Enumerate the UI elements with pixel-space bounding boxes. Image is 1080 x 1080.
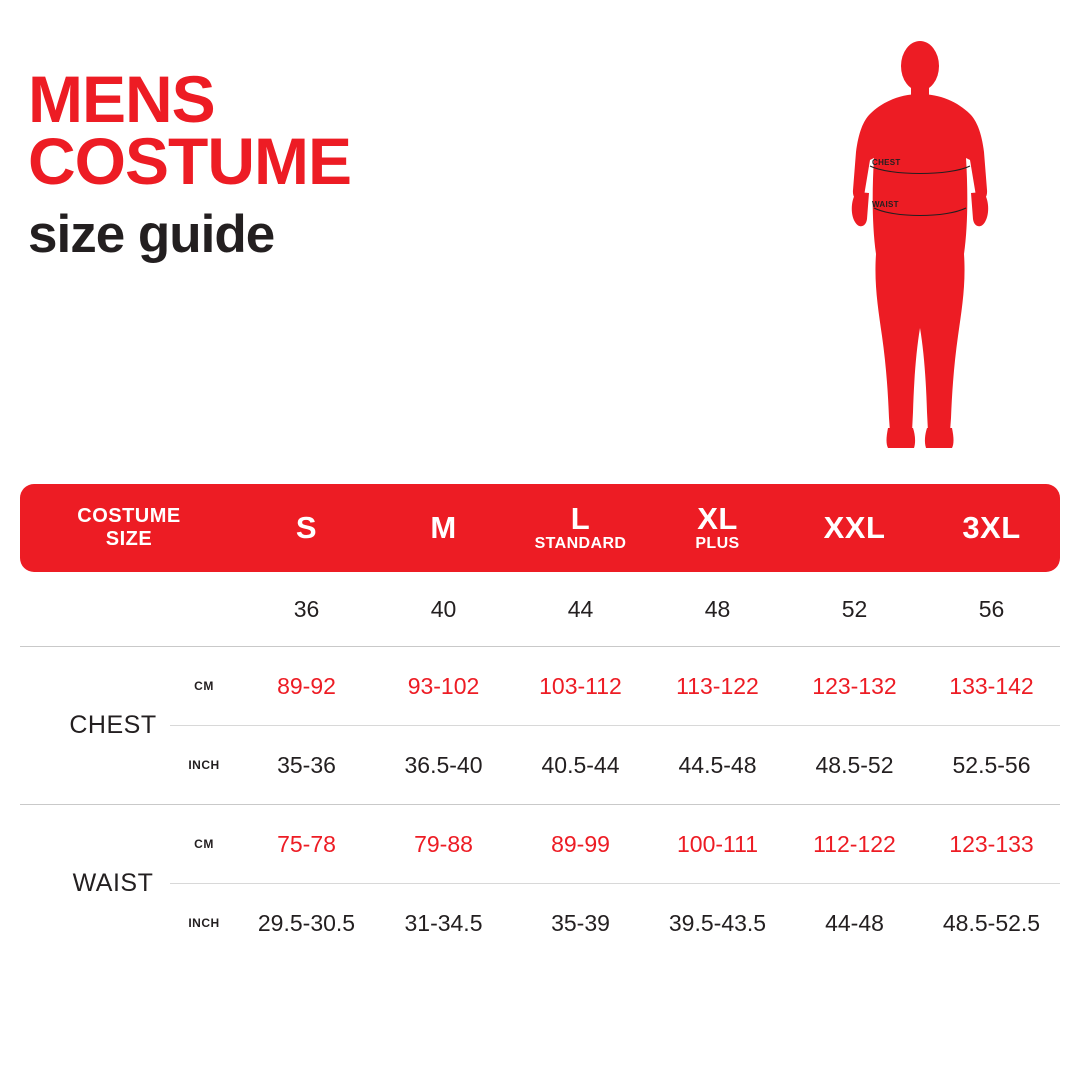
male-silhouette-icon: [820, 40, 1020, 450]
waist-cm-xxl: 112-122: [813, 830, 896, 857]
chest-cm-l: 103-112: [539, 672, 622, 699]
numeric-s: 36: [293, 595, 320, 622]
waist-inch-s: 29.5-30.5: [257, 909, 356, 936]
waist-inch-row: [20, 884, 1060, 962]
waist-inch-l: 35-39: [551, 909, 610, 936]
size-sub-l: STANDARD: [534, 535, 627, 553]
chest-inch-xl: 44.5-48: [678, 751, 757, 778]
chest-inch-s: 35-36: [277, 751, 336, 778]
size-chart: [20, 484, 1060, 962]
page-title: [28, 62, 351, 265]
unit-cm-chest: CM: [194, 679, 214, 693]
header-label-line1: COSTUME: [77, 505, 181, 527]
waist-cm-row: [20, 805, 1060, 883]
title-line-1: MENS: [28, 62, 215, 136]
waist-inch-xxl: 44-48: [825, 909, 884, 936]
waist-cm-xl: 100-111: [677, 830, 758, 857]
unit-inch-chest: INCH: [188, 758, 220, 772]
numeric-xxl: 52: [841, 595, 868, 622]
header-col-3xl: [923, 484, 1060, 572]
unit-inch-waist: INCH: [188, 916, 220, 930]
header: [0, 0, 1080, 470]
numeric-3xl: 56: [978, 595, 1005, 622]
header-costume-size-cell: [20, 484, 238, 572]
title-line-2: COSTUME: [28, 124, 351, 199]
header-col-m: [375, 484, 512, 572]
numeric-size-row: [20, 572, 1060, 646]
chest-cm-xxl: 123-132: [812, 672, 897, 699]
header-label-line2: SIZE: [105, 528, 153, 550]
size-label-m: M: [430, 509, 457, 545]
row-label-waist: WAIST: [72, 869, 154, 897]
waist-cm-s: 75-78: [277, 830, 336, 857]
waist-measure-label: WAIST: [872, 200, 899, 209]
chest-cm-row: [20, 647, 1060, 725]
waist-cm-m: 79-88: [414, 830, 473, 857]
size-label-xl: XL: [697, 500, 738, 536]
header-col-xxl: [786, 484, 923, 572]
header-col-xl: [649, 484, 786, 572]
chest-measure-label: CHEST: [872, 158, 901, 167]
size-label-l: L: [570, 500, 591, 536]
row-label-chest: CHEST: [69, 711, 157, 739]
body-figure: [820, 40, 1020, 450]
page-subtitle: size guide: [28, 205, 275, 265]
waist-inch-3xl: 48.5-52.5: [942, 909, 1041, 936]
waist-cm-3xl: 123-133: [949, 830, 1034, 857]
header-col-s: [238, 484, 375, 572]
chest-inch-row: [20, 726, 1060, 804]
chest-inch-l: 40.5-44: [541, 751, 620, 778]
size-label-s: S: [295, 509, 318, 545]
chest-cm-m: 93-102: [407, 672, 480, 699]
numeric-m: 40: [430, 595, 457, 622]
size-table: [20, 484, 1060, 962]
waist-cm-l: 89-99: [551, 830, 610, 857]
size-label-xxl: XXL: [823, 509, 886, 545]
numeric-row-spacer: [20, 572, 238, 646]
header-col-l: [512, 484, 649, 572]
size-label-3xl: 3XL: [962, 509, 1021, 545]
chest-inch-xxl: 48.5-52: [815, 751, 894, 778]
waist-inch-m: 31-34.5: [404, 909, 483, 936]
numeric-xl: 48: [704, 595, 731, 622]
chest-cm-s: 89-92: [277, 672, 336, 699]
chest-cm-3xl: 133-142: [949, 672, 1034, 699]
waist-inch-xl: 39.5-43.5: [668, 909, 767, 936]
table-header-row: [20, 484, 1060, 572]
size-sub-xl: PLUS: [695, 535, 740, 553]
chest-inch-m: 36.5-40: [404, 751, 483, 778]
numeric-l: 44: [567, 595, 594, 622]
chest-inch-3xl: 52.5-56: [952, 751, 1031, 778]
chest-cm-xl: 113-122: [676, 672, 759, 699]
unit-cm-waist: CM: [194, 837, 214, 851]
